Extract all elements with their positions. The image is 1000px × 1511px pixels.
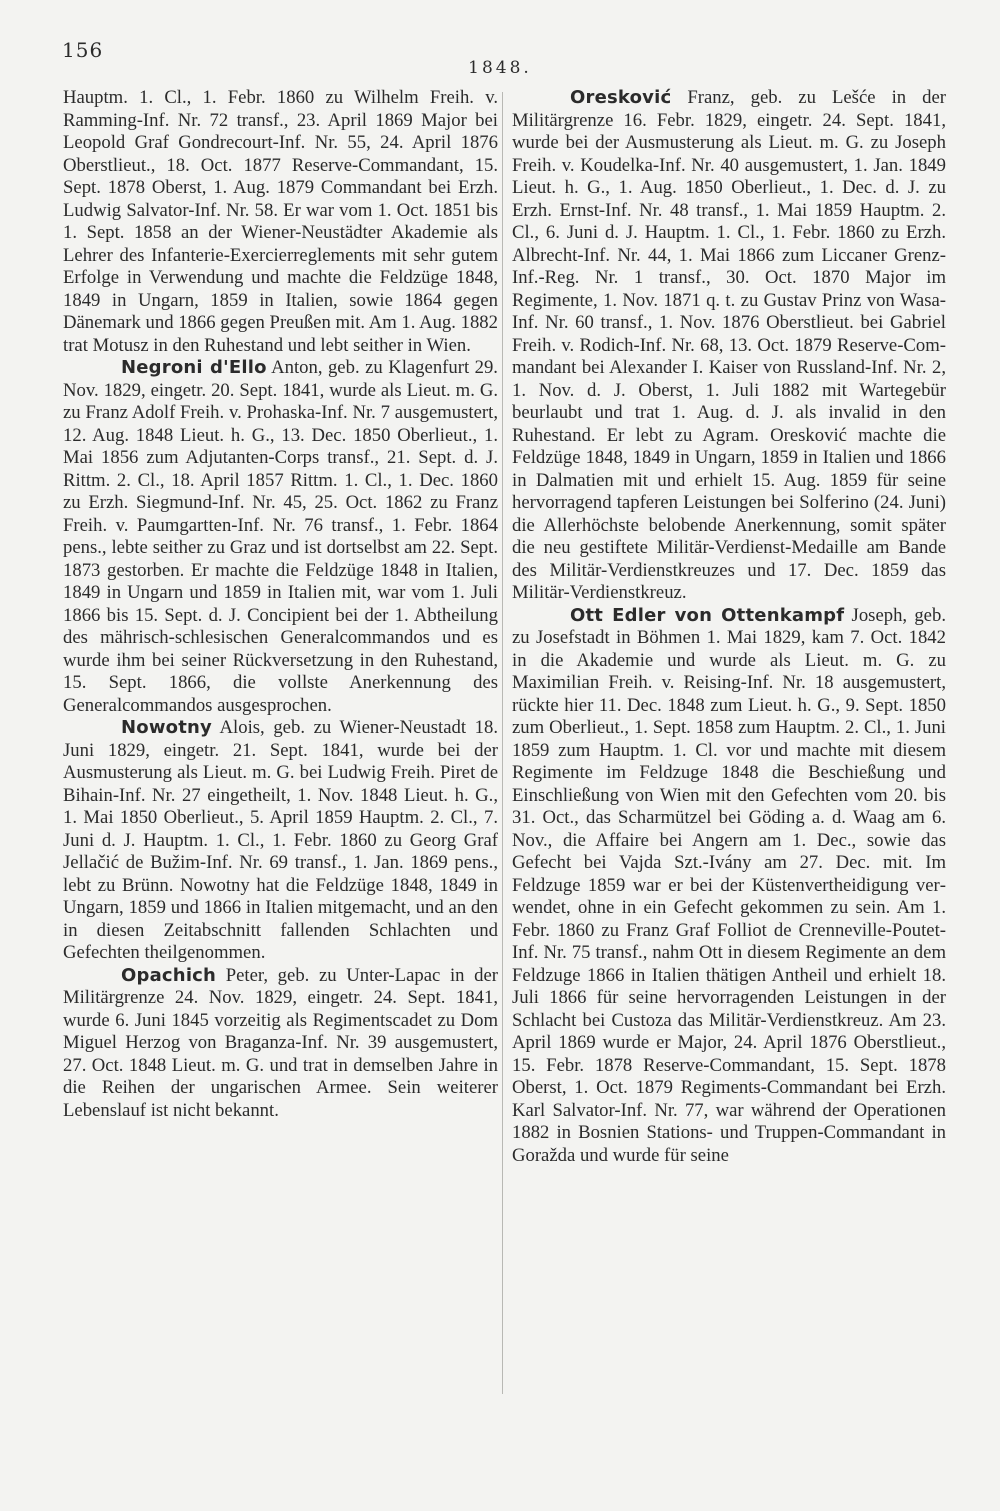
entry-surname: Ott Edler von Ottenkampf — [570, 604, 845, 626]
column-divider — [502, 92, 503, 1394]
entry-surname: Oresković — [570, 87, 672, 108]
entry-text: Alois, geb. zu Wiener-Neustadt 18. Juni 1829, eingetr. 21. Sept. 1841, wurde bei der Ausmusterung als Lieut. m. G. bei Ludwig Freih. Piret de Bihain-Inf. Nr. 27 eingetheilt, 1. Nov. 1848 Lieut. h. G., 1. Mai 1850 Oberlieut., 5. April 1859 Hauptm. 2. Cl., 7. Juni d. J. Hauptm. 1. Cl., 1. Febr. 1860 zu Georg Graf Jellačić de Bužim-Inf. Nr. 69 transf., 1. Jan. 1869 pens., lebt zu Brünn. Nowotny hat die Feldzüge 1848, 1849 in Ungarn, 1859 und 1866 in Italien mitgemacht, und an den in diesen Zeitabschnitt fallenden Schlachten und Gefechten theilgenommen. — [63, 717, 498, 963]
entry-oreskovic — [512, 87, 946, 605]
entry-text: Franz, geb. zu Lešće in der Militärgrenze 16. Febr. 1829, eingetr. 24. Sept. 1841, wurde bei der Ausmusterung als Lieut. m. G. zu Joseph Freih. v. Koudelka-Inf. Nr. 40 ausgemustert, 1. Jan. 1849 Lieut. h. G., 1. Aug. 1850 Oberlieut., 1. Dec. d. J. zu Erzh. Ernst-Inf. Nr. 48 transf., 1. Mai 1859 Hauptm. 2. Cl., 6. Juni d. J. Hauptm. 1. Cl., 1. Febr. 1860 zu Erzh. Albrecht-Inf. Nr. 44, 1. Mai 1866 zum Liccaner Grenz-Inf.-Reg. Nr. 1 transf., 30. Oct. 1870 Major im Regimente, 1. Nov. 1871 q. t. zu Gustav Prinz von Wasa-Inf. Nr. 60 transf., 1. Nov. 1876 Oberstlieut. bei Gabriel Freih. v. Rodich-Inf. Nr. 68, 13. Oct. 1879 Reserve-Commandant bei Alexander I. Kaiser von Russland-Inf. Nr. 2, 1. Nov. d. J. Oberst, 1. Juli 1882 mit Wartegebür beurlaubt und trat 1. Aug. d. J. als invalid in den Ruhestand. Er lebt zu Agram. Oresković machte die Feldzüge 1848, 1849 in Ungarn, 1859 in Italien und 1866 in Dalmatien mit und erhielt 15. Aug. 1859 für seine hervorragend tapferen Leistungen bei Solferino (24. Juni) die Allerhöchste belobende Anerkennung, somit später die neu gestiftete Militär-Verdienst-Medaille am Bande des Militär-Verdienstkreuzes und 17. Dec. 1859 das Militär-Verdienstkreuz. — [512, 87, 946, 603]
continued-entry — [63, 87, 498, 357]
entry-text: Anton, geb. zu Klagenfurt 29. Nov. 1829, eingetr. 20. Sept. 1841, wurde als Lieut. m. G. zu Franz Adolf Freih. v. Prohaska-Inf. Nr. 7 ausgemustert, 12. Aug. 1848 Lieut. h. G., 13. Dec. 1850 Oberlieut., 1. Mai 1856 zum Adjutanten-Corps transf., 21. Sept. d. J. Rittm. 2. Cl., 18. April 1857 Rittm. 1. Cl., 1. Dec. 1860 zu Erzh. Siegmund-Inf. Nr. 45, 25. Oct. 1862 zu Franz Freih. v. Paumgartten-Inf. Nr. 76 transf., 1. Febr. 1864 pens., lebte seither zu Graz und ist dortselbst am 22. Sept. 1873 gestorben. Er machte die Feldzüge 1848 in Italien, 1849 in Ungarn und 1859 in Italien mit, war vom 1. Juli 1866 bis 15. Sept. d. J. Concipient bei der 1. Abtheilung des mährisch-schlesischen Generalcommandos und es wurde ihm bei seiner Rückversetzung in den Ruhestand, 15. Sept. 1866, die vollste Anerkennung des Generalcommandos ausgesprochen. — [63, 357, 498, 716]
entry-opachich — [63, 965, 498, 1123]
entry-negroni — [63, 357, 498, 717]
left-column — [63, 87, 498, 1122]
entry-text: Hauptm. 1. Cl., 1. Febr. 1860 zu Wilhelm Freih. v. Ramming-Inf. Nr. 72 transf., 23. April 1869 Major bei Leopold Graf Gondrecourt-Inf. Nr. 55, 24. April 1876 Oberstlieut., 18. Oct. 1877 Reserve-Commandant, 15. Sept. 1878 Oberst, 1. Aug. 1879 Commandant bei Erzh. Ludwig Salvator-Inf. Nr. 58. Er war vom 1. Oct. 1851 bis 1. Sept. 1858 an der Wiener-Neustädter Akademie als Lehrer des Infanterie-Exercierreglements mit sehr gutem Erfolge in Verwendung und machte die Feldzüge 1848, 1849 in Ungarn, 1859 in Italien, sowie 1864 gegen Dänemark und 1866 gegen Preußen mit. Am 1. Aug. 1882 trat Motusz in den Ruhestand und lebt seither in Wien. — [63, 87, 498, 356]
entry-text: Joseph, geb. zu Josefstadt in Böhmen 1. Mai 1829, kam 7. Oct. 1842 in die Akademie und wurde als Lieut. m. G. zu Maximilian Freih. v. Reising-Inf. Nr. 18 ausgemustert, rückte hier 11. Dec. 1848 zum Lieut. h. G., 9. Sept. 1850 zum Oberlieut., 1. Sept. 1858 zum Hauptm. 2. Cl., 1. Juni 1859 zum Hauptm. 1. Cl. vor und machte mit diesem Regimente im Feldzuge 1848 die Beschießung und Einschließung von Wien mit den Gefechten vom 20. bis 31. Oct., das Scharmützel bei Göding a. d. Waag am 6. Nov., die Affaire bei Angern am 1. Dec., sowie das Gefecht bei Vajda Szt.-Ivány am 27. Dec. mit. Im Feldzuge 1859 war er bei der Küstenvertheidigung verwendet, ohne in ein Gefecht gekommen zu sein. Am 1. Febr. 1860 zu Franz Graf Folliot de Crenneville-Poutet-Inf. Nr. 75 transf., nahm Ott in diesem Regimente an dem Feldzuge 1866 in Italien thätigen Antheil und erhielt 18. Juli 1866 für seine hervorragenden Leistungen in der Schlacht bei Custoza das Militär-Verdienstkreuz. Am 23. April 1869 wurde er Major, 24. April 1876 Oberstlieut., 15. Febr. 1878 Reserve-Commandant, 15. Sept. 1878 Oberst, 1. Oct. 1879 Regiments-Commandant bei Erzh. Karl Salvator-Inf. Nr. 77, war während der Operationen 1882 in Bosnien Stations- und Truppen-Commandant in Goražda und wurde für seine — [512, 604, 946, 1166]
right-column — [512, 87, 946, 1167]
entry-surname: Opachich — [121, 964, 217, 986]
page-number: 156 — [62, 38, 104, 62]
entry-text: Peter, geb. zu Unter-Lapac in der Militärgrenze 24. Nov. 1829, eingetr. 24. Sept. 1841, wurde 6. Juni 1845 vorzeitig als Regimentscadet zu Dom Miguel Herzog von Braganza-Inf. Nr. 39 ausgemustert, 27. Oct. 1848 Lieut. m. G. und trat in demselben Jahre in die Reihen der ungarischen Armee. Sein weiterer Lebenslauf ist nicht bekannt. — [63, 964, 498, 1121]
entry-ott — [512, 605, 946, 1168]
entry-nowotny — [63, 717, 498, 965]
running-head: 1848. — [468, 58, 532, 78]
entry-surname: Nowotny — [121, 717, 212, 738]
entry-surname: Negroni d'Ello — [121, 357, 267, 378]
